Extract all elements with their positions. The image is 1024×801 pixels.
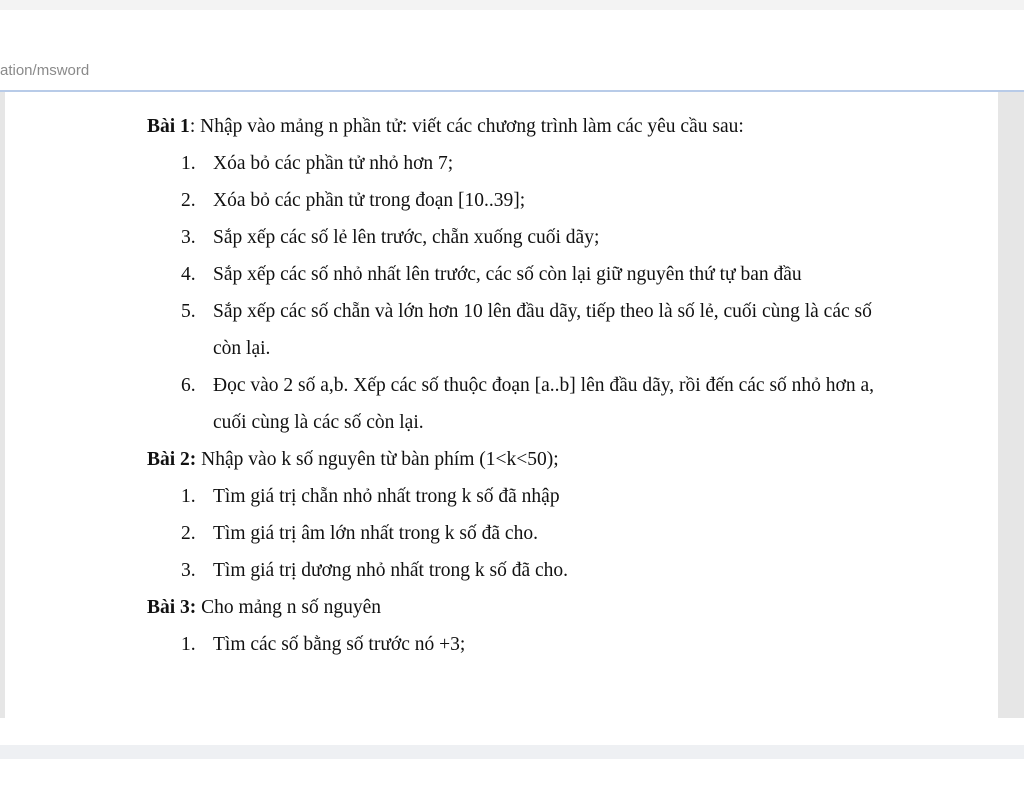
list-item-number: 3.: [181, 227, 196, 248]
document-content: [147, 108, 887, 663]
list-item-text: Tìm giá trị âm lớn nhất trong k số đã cho.: [213, 523, 538, 544]
exercise-1-text: : Nhập vào mảng n phần tử: viết các chương trình làm các yêu cầu sau:: [189, 116, 744, 137]
list-item: [181, 293, 887, 367]
list-item-number: 5.: [181, 301, 196, 322]
list-item-text: Xóa bỏ các phần tử nhỏ hơn 7;: [213, 153, 454, 174]
list-item: [181, 256, 887, 293]
list-item-number: 2.: [181, 523, 196, 544]
list-item-number: 6.: [181, 375, 196, 396]
list-item: [181, 219, 887, 256]
list-item-text: Sắp xếp các số nhỏ nhất lên trước, các số còn lại giữ nguyên thứ tự ban đầu: [213, 264, 802, 285]
list-item-text: Tìm giá trị chẵn nhỏ nhất trong k số đã nhập: [213, 486, 560, 507]
exercise-1-label: Bài 1: [147, 116, 190, 137]
list-item: [181, 552, 887, 589]
file-type-label: ation/msword: [0, 62, 90, 79]
exercise-2-heading: [147, 441, 887, 478]
exercise-3-heading: [147, 589, 887, 626]
list-item-text: Tìm giá trị dương nhỏ nhất trong k số đã cho.: [213, 560, 569, 581]
list-item-text: Đọc vào 2 số a,b. Xếp các số thuộc đoạn [a..b] lên đầu dãy, rồi đến các số nhỏ hơn a, cuối cùng là các số còn lại.: [213, 375, 875, 433]
document-viewer[interactable]: [0, 92, 1024, 718]
viewer-footer-space: [0, 718, 1024, 745]
list-item: [181, 145, 887, 182]
exercise-2-label: Bài 2:: [147, 449, 197, 470]
list-item: [181, 515, 887, 552]
list-item-text: Sắp xếp các số lẻ lên trước, chẵn xuống cuối dãy;: [213, 227, 600, 248]
exercise-3-text: Cho mảng n số nguyên: [196, 597, 381, 618]
viewer-header: [0, 10, 1024, 90]
list-item: [181, 182, 887, 219]
list-item-number: 4.: [181, 264, 196, 285]
list-item-number: 2.: [181, 190, 196, 211]
exercise-2-text: Nhập vào k số nguyên từ bàn phím (1<k<50);: [196, 449, 559, 470]
list-item-text: Sắp xếp các số chẵn và lớn hơn 10 lên đầu dãy, tiếp theo là số lẻ, cuối cùng là các số còn lại.: [213, 301, 872, 359]
exercise-3-label: Bài 3:: [147, 597, 197, 618]
list-item: [181, 626, 887, 663]
list-item-number: 1.: [181, 634, 196, 655]
exercise-1-heading: [147, 108, 887, 145]
list-item-number: 1.: [181, 153, 196, 174]
list-item: [181, 478, 887, 515]
document-page: [5, 92, 998, 718]
list-item-number: 3.: [181, 560, 196, 581]
list-item-text: Xóa bỏ các phần tử trong đoạn [10..39];: [213, 190, 526, 211]
list-item-number: 1.: [181, 486, 196, 507]
list-item-text: Tìm các số bằng số trước nó +3;: [213, 634, 466, 655]
bottom-bar: [0, 745, 1024, 759]
list-item: [181, 367, 887, 441]
